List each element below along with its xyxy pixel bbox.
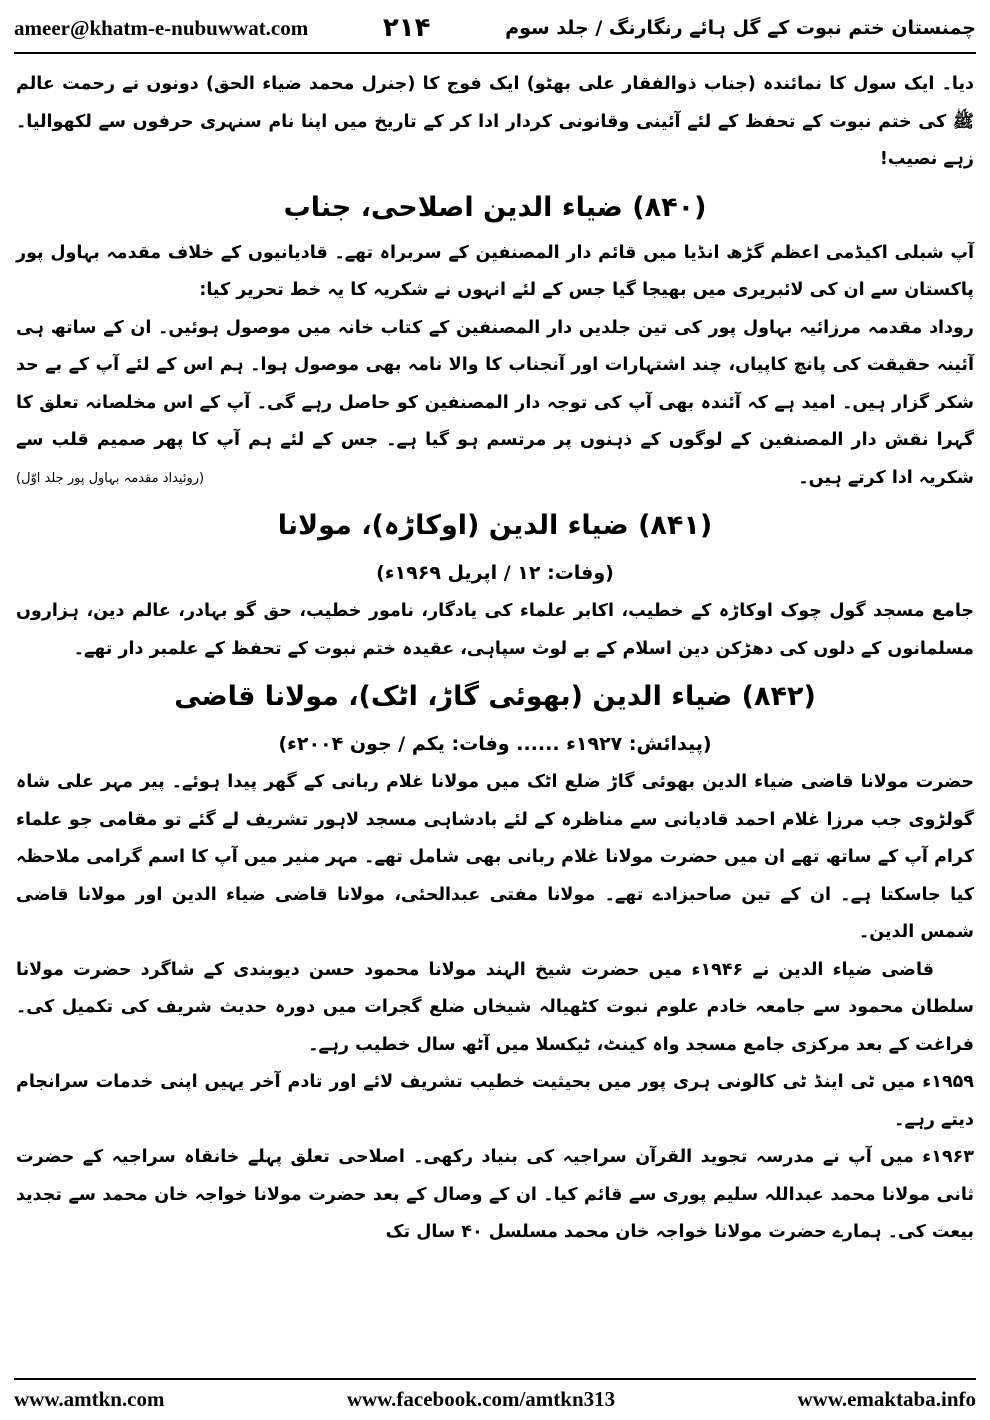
section-841-dates: (وفات: ۱۲ / اپریل ۱۹۶۹ء) [376,562,614,584]
section-840-letter-block [16,310,974,498]
citation: (روئیداد مقدمہ بہاول پور جلد اوّل) [16,470,205,486]
section-842-dates: (پیدائش: ۱۹۲۷ء ...... وفات: یکم / جون ۲۰۰۴ء) [278,733,712,755]
page-body [16,66,974,1366]
footer-link-facebook[interactable]: www.facebook.com/amtkn313 [346,1386,616,1411]
section-heading-842: (۸۴۲) ضیاء الدین (بھوئی گاڑ، اٹک)، مولانا قاضی [174,681,816,712]
footer-link-emaktaba[interactable]: www.emaktaba.info [797,1386,976,1411]
section-842-paragraph-1: حضرت مولانا قاضی ضیاء الدین بھوئی گاڑ ضلع اٹک میں مولانا غلام ربانی کے گھر پیدا ہوئے۔ پیر مہر علی شاہ گولڑوی جب مرزا غلام احمد قادیانی سے مناظرہ کے لئے بادشاہی مسجد لاہور تشریف لے گئے تو مقامی جو علماء کرام آپ کے ساتھ تھے ان میں حضرت مولانا غلام ربانی بھی شامل تھے۔ مہر منیر میں آپ کا اسم گرامی ملاحظہ کیا جاسکتا ہے۔ ان کے تین صاحبزادے تھے۔ مولانا مفتی عبدالحئی، مولانا قاضی ضیاء الدین اور مولانا قاضی شمس الدین۔ [16,772,974,942]
section-heading-840: (۸۴۰) ضیاء الدین اصلاحی، جناب [283,191,707,223]
section-heading-841: (۸۴۱) ضیاء الدین (اوکاڑہ)، مولانا [277,510,713,541]
page-footer [14,1383,976,1415]
section-842-paragraph-3: ۱۹۵۹ء میں ٹی اینڈ ٹی کالونی ہری پور میں بحیثیت خطیب تشریف لائے اور تادم آخر یہیں اپنی خدمات سرانجام دیتے رہے۔ [16,1072,974,1130]
section-841-paragraph-1: جامع مسجد گول چوک اوکاڑہ کے خطیب، اکابر علماء کی یادگار، نامور خطیب، حق گو بہادر، عالم دین، ہزاروں مسلمانوں کے دلوں کی دھڑکن دین اسلام کے بے لوث سپاہی، عقیدہ ختم نبوت کے تحفظ کے علمبر دار تھے۔ [16,601,974,659]
intro-paragraph: دیا۔ ایک سول کا نمائندہ (جناب ذوالفقار علی بھٹو) ایک فوج کا (جنرل محمد ضیاء الحق) دونوں نے رحمت عالم ﷺ کی ختم نبوت کے تحفظ کے لئے آئینی وقانونی کردار ادا کر کے تاریخ میں اپنا نام سنہری حرفوں سے لکھوالیا۔ زہے نصیب! [16,74,974,169]
page-header [14,8,976,48]
section-842-paragraph-4: ۱۹۶۳ء میں آپ نے مدرسہ تجوید القرآن سراجیہ کی بنیاد رکھی۔ اصلاحی تعلق پہلے خانقاہ سراجیہ کے حضرت ثانی مولانا محمد عبداللہ سلیم پوری سے قائم کیا۔ ان کے وصال کے بعد حضرت مولانا خواجہ خان محمد سے تجدید بیعت کی۔ ہمارے حضرت مولانا خواجہ خان محمد مسلسل ۴۰ سال تک [16,1147,974,1242]
page-number: ۲۱۴ [382,13,431,43]
section-842-paragraph-2: قاضی ضیاء الدین نے ۱۹۴۶ء میں حضرت شیخ الہند مولانا محمود حسن دیوبندی کے شاگرد حضرت مولانا سلطان محمود سے جامعہ خادم علوم نبوت کٹھیالہ شیخاں ضلع گجرات میں دورہ حدیث شریف کی تکمیل کی۔ فراغت کے بعد مرکزی جامع مسجد واہ کینٹ، ٹیکسلا میں آٹھ سال خطیب رہے۔ [16,959,974,1055]
section-840-paragraph-1: آپ شبلی اکیڈمی اعظم گڑھ انڈیا میں قائم دار المصنفین کے سربراہ تھے۔ قادیانیوں کے خلاف مقدمہ بہاول پور پاکستان سے ان کی لائبریری میں بھیجا گیا جس کے لئے انہوں نے شکریہ کا یہ خط تحریر کیا: [16,242,974,300]
header-email: ameer@khatm-e-nubuwwat.com [14,15,309,40]
section-840-letter-text: روداد مقدمہ مرزائیہ بہاول پور کی تین جلدیں دار المصنفین کے کتاب خانہ میں موصول ہوئیں۔ ان کے ساتھ ہی آئینہ حقیقت کی پانچ کاپیاں، چند اشتہارات اور آنجناب کا والا نامہ بھی موصول ہوا۔ ہم اس کے لئے آپ کے بے حد شکر گزار ہیں۔ امید ہے کہ آئندہ بھی آپ کی توجہ دار المصنفین کو حاصل رہے گی۔ آپ کے اس مخلصانہ تعلق کا گہرا نقش دار المصنفین کے لوگوں کے ذہنوں پر مرتسم ہو گیا ہے۔ جس کے لئے ہم آپ کا پھر صمیم قلب سے شکریہ ادا کرتے ہیں۔ [16,317,974,488]
book-title: چمنستان ختم نبوت کے گل ہائے رنگارنگ / جلد سوم [505,17,976,39]
footer-link-amtkn[interactable]: www.amtkn.com [14,1386,165,1411]
header-divider [14,52,976,54]
footer-divider [14,1378,976,1380]
